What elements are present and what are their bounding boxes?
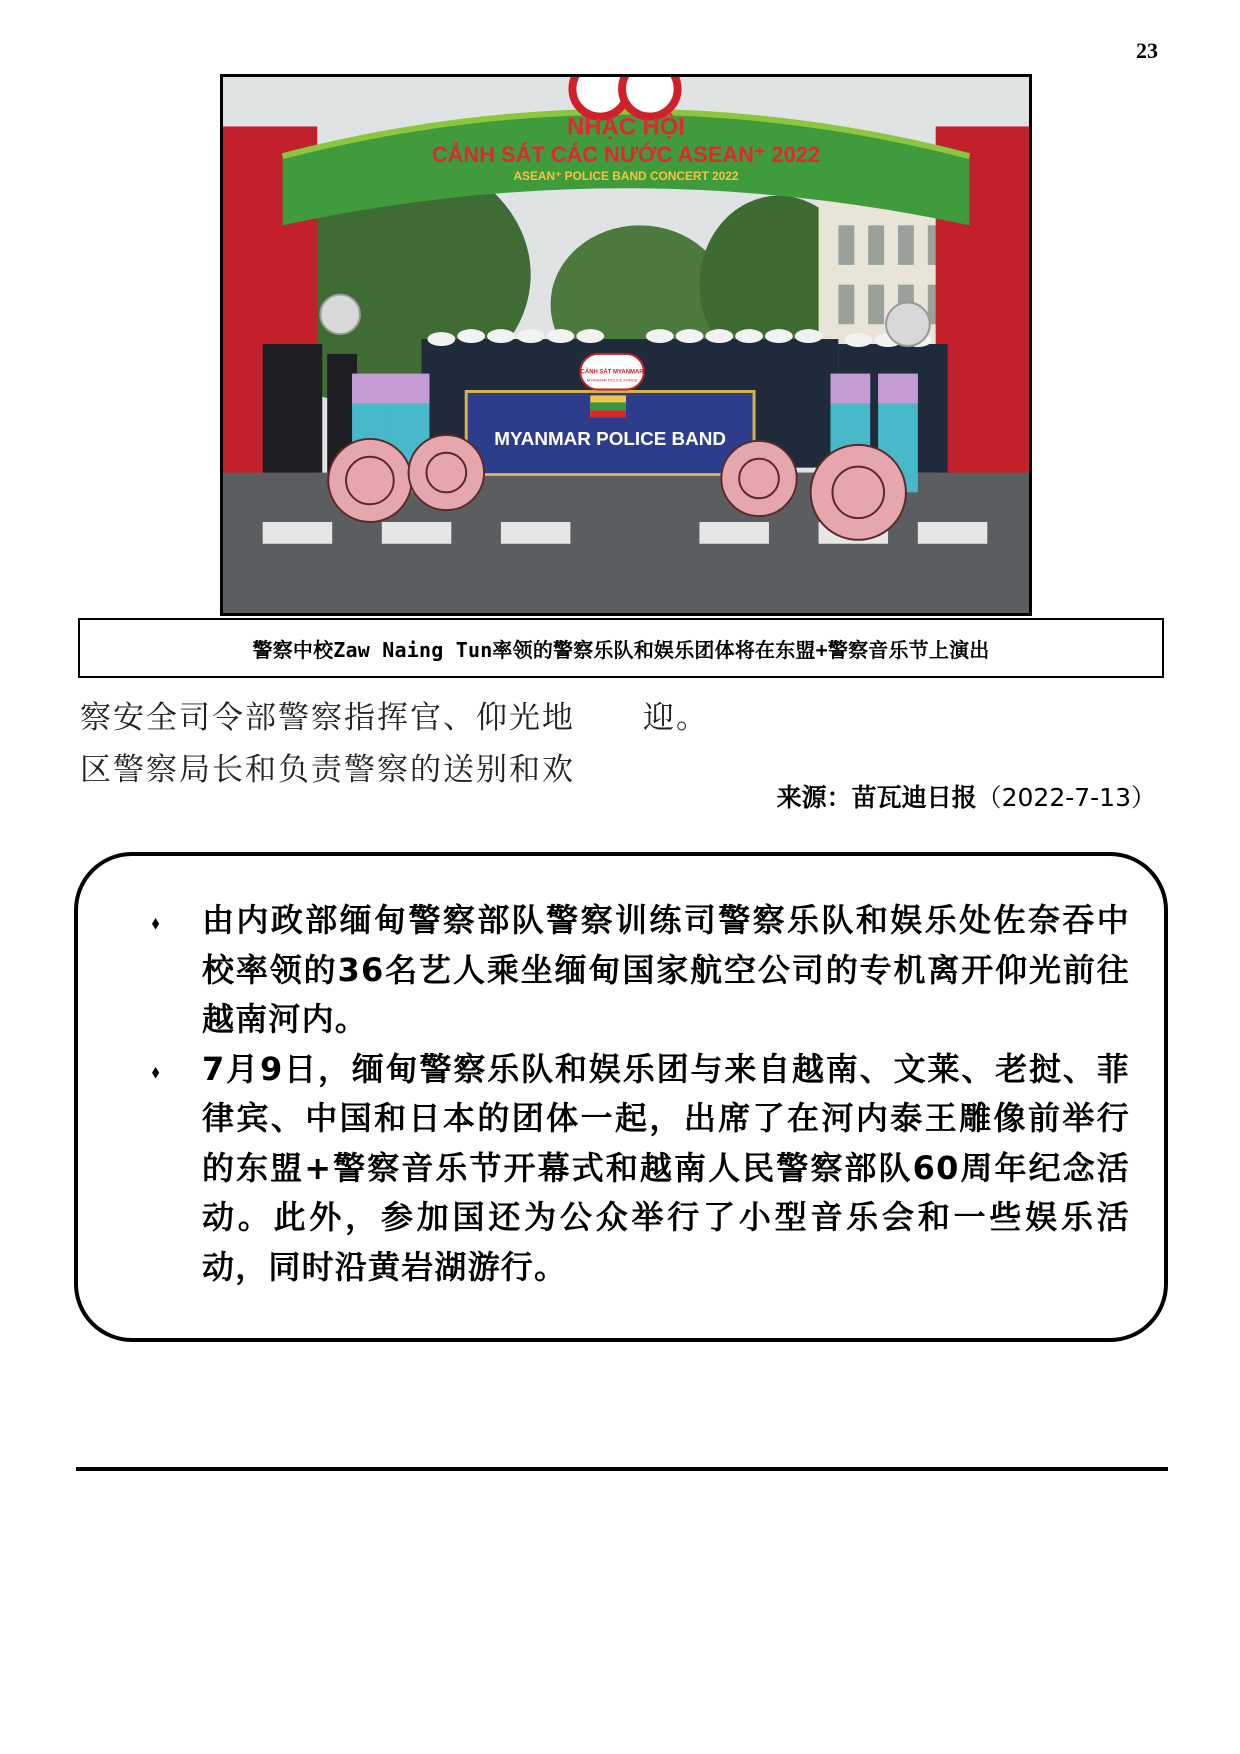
bullet-icon: ⬧ (152, 1061, 161, 1081)
summary-list (132, 896, 1130, 1292)
arch-line2: CẢNH SÁT CÁC NƯỚC ASEAN⁺ 2022 (431, 142, 821, 168)
summary-box (74, 852, 1168, 1342)
summary-item (132, 896, 1130, 1045)
footer-divider (76, 1467, 1168, 1471)
text-fragment-line1-left: 察安全司令部警察指挥官、仰光地 (80, 700, 575, 736)
tuba-left (320, 295, 360, 335)
photo-caption: 警察中校Zaw Naing Tun率领的警察乐队和娱乐团体将在东盟+警察音乐节上演出 (252, 637, 990, 662)
summary-item-text: 由内政部缅甸警察部队警察训练司警察乐队和娱乐处佐奈吞中校率领的36名艺人乘坐缅甸国家航空公司的专机离开仰光前往越南河内。 (202, 901, 1130, 1038)
text-fragment-line1-right: 迎。 (643, 700, 709, 736)
arch-line1: NHẠC HỘI (567, 113, 685, 141)
band-photo-illustration (223, 77, 1029, 613)
arch-line3: ASEAN⁺ POLICE BAND CONCERT 2022 (513, 168, 739, 183)
source-label: 来源：苗瓦迪日报 (776, 783, 977, 812)
sign-subtext: MYANMAR POLICE FORCE (586, 377, 638, 383)
tuba-right (886, 302, 930, 346)
summary-item-text: 7月9日，缅甸警察乐队和娱乐团与来自越南、文莱、老挝、菲律宾、中国和日本的团体一起，出席了在河内泰王雕像前举行的东盟+警察音乐节开幕式和越南人民警察部队60周年纪念活动。此外，参加国还为公众举行了小型音乐会和一些娱乐活动，同时沿黄岩湖游行。 (202, 1049, 1130, 1286)
source-credit (777, 778, 1156, 814)
page-number: 23 (1136, 38, 1158, 63)
banner-text: MYANMAR POLICE BAND (494, 427, 727, 449)
bullet-icon: ⬧ (152, 913, 161, 932)
photo-caption-box (78, 618, 1164, 678)
text-fragment-line2-left: 区警察局长和负责警察的送别和欢 (80, 752, 575, 788)
summary-item (132, 1045, 1130, 1293)
source-date: （2022-7-13） (976, 783, 1156, 812)
sign-text: CẢNH SÁT MYANMAR (580, 369, 644, 376)
band-photo (220, 74, 1032, 616)
